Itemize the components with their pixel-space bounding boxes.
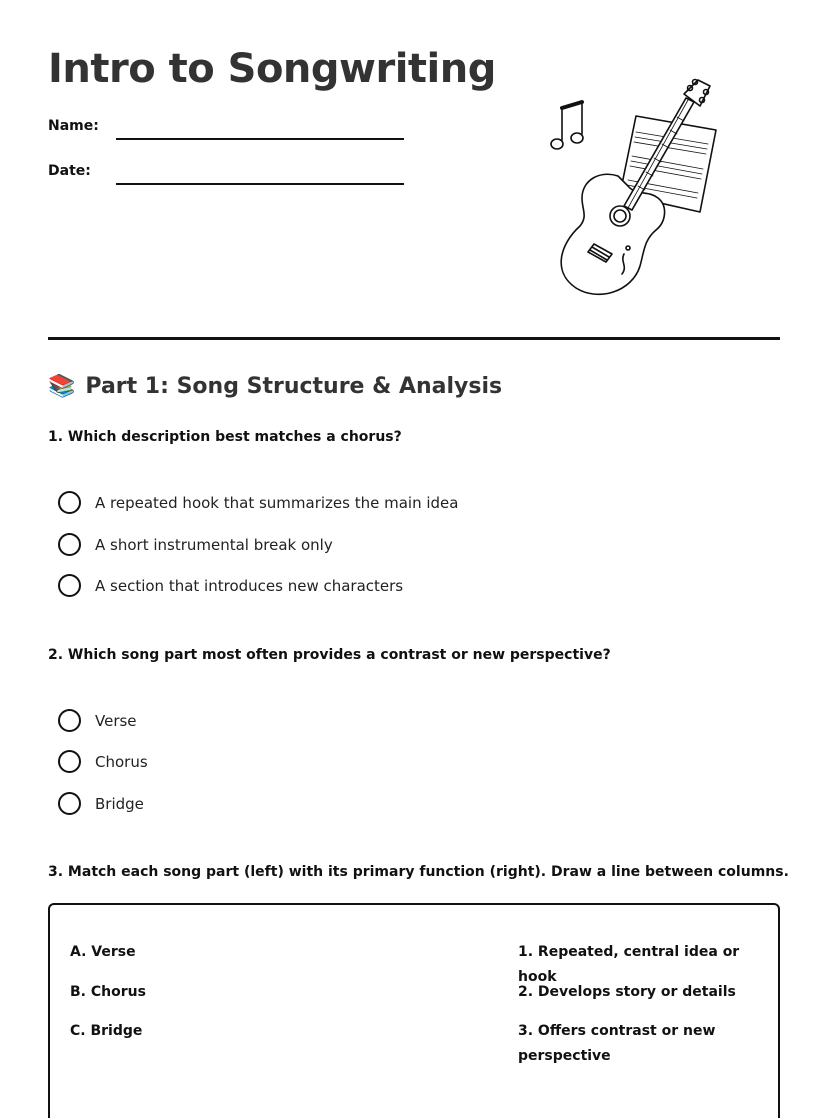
- section-title-part1: [48, 374, 502, 399]
- option-label: Verse: [95, 711, 137, 730]
- name-field[interactable]: [116, 138, 404, 140]
- match-left-item[interactable]: B. Chorus: [70, 984, 146, 1000]
- name-label: Name:: [48, 118, 99, 134]
- question-1: 1. Which description best matches a chorus?: [48, 429, 402, 445]
- books-icon: 📚: [48, 374, 76, 399]
- radio-button[interactable]: [58, 709, 81, 732]
- q1-option-1[interactable]: [58, 491, 458, 514]
- matching-box[interactable]: [48, 903, 780, 1118]
- option-label: A short instrumental break only: [95, 535, 333, 554]
- question-3: 3. Match each song part (left) with its primary function (right). Draw a line between columns.: [48, 864, 789, 880]
- radio-button[interactable]: [58, 533, 81, 556]
- match-left-item[interactable]: C. Bridge: [70, 1023, 143, 1039]
- q1-option-3[interactable]: [58, 574, 403, 597]
- radio-button[interactable]: [58, 792, 81, 815]
- q2-option-2[interactable]: [58, 750, 148, 773]
- question-2: 2. Which song part most often provides a contrast or new perspective?: [48, 647, 611, 663]
- header-divider: [48, 337, 780, 340]
- radio-button[interactable]: [58, 491, 81, 514]
- q1-option-2[interactable]: [58, 533, 333, 556]
- page-title: Intro to Songwriting: [48, 46, 496, 92]
- section-title-text: Part 1: Song Structure & Analysis: [85, 374, 503, 399]
- date-field[interactable]: [116, 183, 404, 185]
- match-left-item[interactable]: A. Verse: [70, 944, 136, 960]
- radio-button[interactable]: [58, 574, 81, 597]
- q2-option-3[interactable]: [58, 792, 144, 815]
- guitar-with-sheet-music-and-note-icon: [540, 76, 730, 302]
- option-label: Bridge: [95, 794, 144, 813]
- match-right-item[interactable]: 2. Develops story or details: [518, 984, 736, 1000]
- option-label: A section that introduces new characters: [95, 576, 404, 595]
- option-label: A repeated hook that summarizes the main idea: [95, 493, 459, 512]
- match-right-item[interactable]: 1. Repeated, central idea or hook: [518, 944, 740, 985]
- match-right-item[interactable]: 3. Offers contrast or new perspective: [518, 1023, 716, 1064]
- q2-option-1[interactable]: [58, 709, 137, 732]
- radio-button[interactable]: [58, 750, 81, 773]
- date-label: Date:: [48, 163, 91, 179]
- option-label: Chorus: [95, 752, 148, 771]
